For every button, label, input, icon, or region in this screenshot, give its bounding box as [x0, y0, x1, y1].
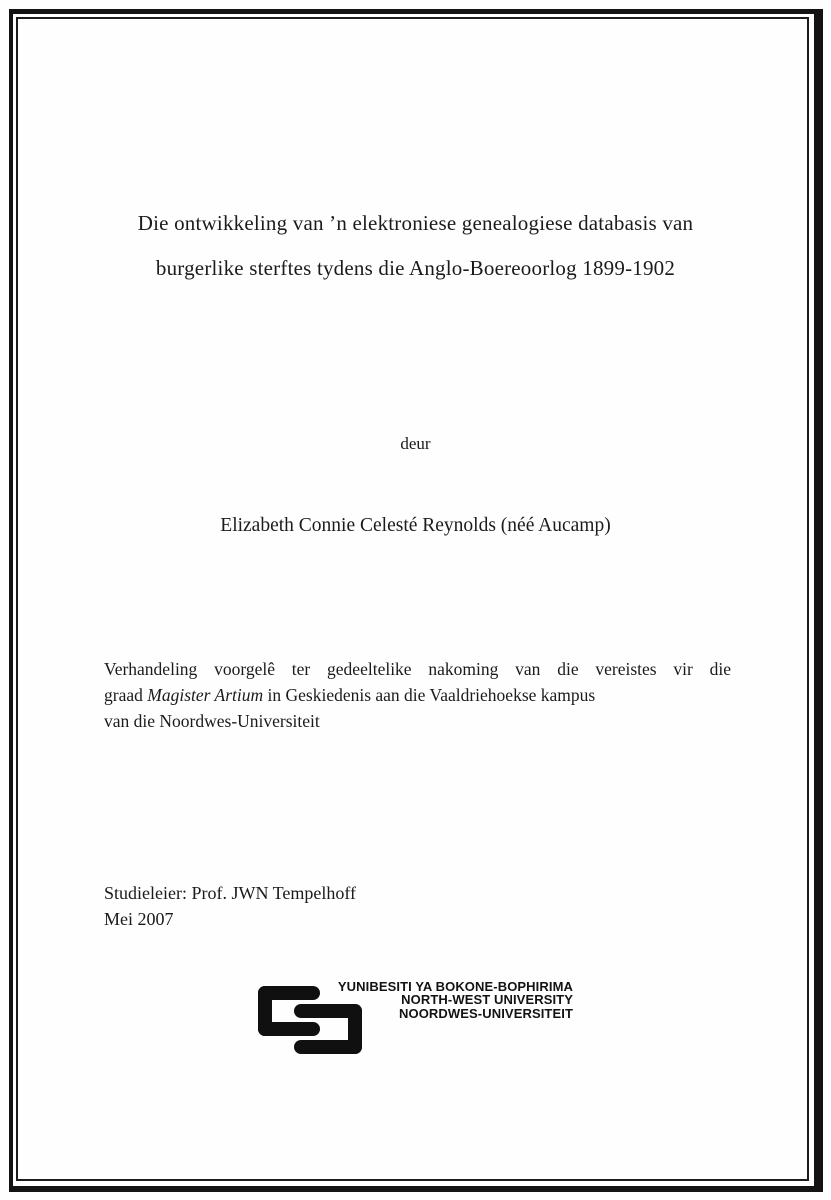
- university-name-setswana: YUNIBESITI YA BOKONE-BOPHIRIMA: [337, 979, 573, 994]
- degree-statement-line-2-pre: graad: [104, 685, 143, 705]
- degree-statement-line-1: Verhandeling voorgelê ter gedeeltelike nakoming van die vereistes vir die: [104, 659, 731, 679]
- university-names: [338, 980, 573, 1020]
- supervisor-block: [104, 880, 356, 932]
- degree-statement-line-3: van die Noordwes-Universiteit: [104, 711, 320, 731]
- thesis-title-line-1: Die ontwikkeling van ’n elektroniese genealogiese databasis van: [137, 211, 694, 235]
- degree-statement-line-2: [104, 682, 731, 708]
- degree-statement: [104, 656, 731, 734]
- thesis-title: [0, 201, 831, 291]
- degree-statement-line-2-post: in Geskiedenis aan die Vaaldriehoekse kampus: [267, 685, 596, 705]
- degree-name-italic: Magister Artium: [147, 685, 264, 705]
- author-name: Elizabeth Connie Celesté Reynolds (néé Aucamp): [220, 515, 611, 536]
- thesis-title-line-2: burgerlike sterftes tydens die Anglo-Boereoorlog 1899-1902: [155, 256, 676, 280]
- supervisor-line: Studieleier: Prof. JWN Tempelhoff: [104, 883, 357, 903]
- byline: deur: [400, 434, 431, 453]
- date-line: Mei 2007: [104, 909, 174, 929]
- university-name-afrikaans: NOORDWES-UNIVERSITEIT: [399, 1005, 573, 1021]
- university-name-english: NORTH-WEST UNIVERSITY: [401, 992, 573, 1008]
